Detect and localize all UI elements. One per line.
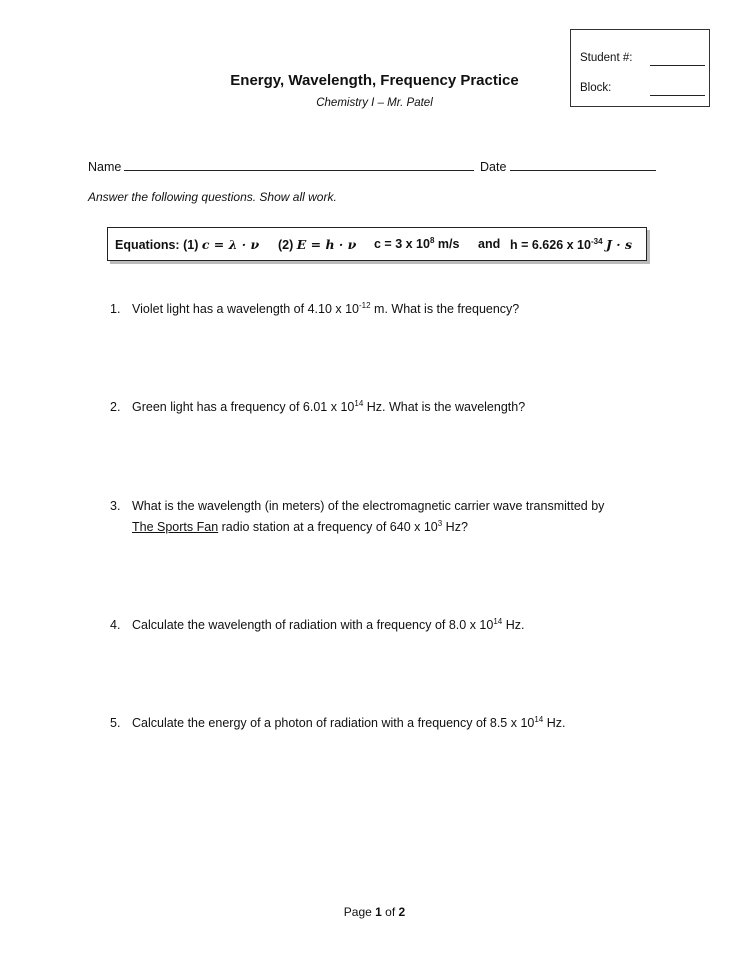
student-number-label: Student #: bbox=[580, 52, 633, 64]
instructions: Answer the following questions. Show all work. bbox=[88, 190, 337, 204]
page-footer bbox=[0, 905, 749, 919]
student-number-blank[interactable] bbox=[650, 52, 705, 66]
page-title bbox=[0, 72, 749, 89]
of-word: of bbox=[385, 905, 396, 919]
name-blank[interactable] bbox=[124, 158, 474, 171]
q1-exponent: -12 bbox=[359, 300, 371, 310]
q4-post: Hz. bbox=[502, 618, 525, 632]
date-blank[interactable] bbox=[510, 158, 656, 171]
q5-post: Hz. bbox=[543, 716, 566, 730]
date-label: Date bbox=[480, 160, 507, 174]
student-number-row bbox=[580, 52, 632, 64]
page-subtitle: Chemistry I – Mr. Patel bbox=[316, 97, 433, 109]
question-number: 1. bbox=[110, 302, 121, 316]
q2-post: Hz. What is the wavelength? bbox=[363, 400, 526, 414]
block-label: Block: bbox=[580, 82, 612, 94]
question-3 bbox=[110, 496, 670, 538]
page-total: 2 bbox=[398, 905, 406, 919]
q4-pre: Calculate the wavelength of radiation with a frequency of 8.0 x 10 bbox=[132, 618, 494, 632]
page-title-text: Energy, Wavelength, Frequency Practice bbox=[230, 72, 519, 89]
student-info-box bbox=[570, 29, 710, 107]
question-text bbox=[132, 397, 670, 418]
name-label: Name bbox=[88, 160, 122, 174]
q4-exponent: 14 bbox=[493, 616, 503, 626]
q3-exponent: 3 bbox=[437, 518, 443, 528]
question-text bbox=[132, 496, 670, 538]
q3-station-name: The Sports Fan bbox=[132, 520, 219, 534]
question-text bbox=[132, 615, 670, 636]
q3-post: Hz? bbox=[442, 520, 468, 534]
q3-line2 bbox=[132, 517, 670, 538]
c-prefix: c = 3 x 10 bbox=[374, 237, 430, 251]
q3-line1: What is the wavelength (in meters) of the electromagnetic carrier wave transmitted by bbox=[132, 499, 605, 513]
date-field bbox=[480, 158, 656, 174]
eq2-number: (2) bbox=[278, 238, 294, 252]
q2-pre: Green light has a frequency of 6.01 x 10 bbox=[132, 400, 355, 414]
c-exponent: 8 bbox=[429, 235, 435, 245]
question-2 bbox=[110, 397, 670, 418]
q5-pre: Calculate the energy of a photon of radiation with a frequency of 8.5 x 10 bbox=[132, 716, 535, 730]
page-word: Page bbox=[343, 905, 372, 919]
h-prefix: h = 6.626 x 10 bbox=[510, 238, 591, 252]
question-5 bbox=[110, 713, 670, 734]
eq1-number: (1) bbox=[183, 238, 199, 252]
name-date-row bbox=[88, 158, 507, 174]
planck-constant bbox=[510, 237, 632, 252]
equation-1: c = λ · ν bbox=[201, 237, 260, 252]
h-exponent: -34 bbox=[590, 236, 603, 246]
equations-box bbox=[107, 227, 647, 261]
q2-exponent: 14 bbox=[354, 398, 364, 408]
question-number: 3. bbox=[110, 499, 121, 513]
q1-pre: Violet light has a wavelength of 4.10 x 10 bbox=[132, 302, 360, 316]
question-text bbox=[132, 713, 670, 734]
speed-of-light-constant bbox=[374, 237, 459, 251]
page-number: 1 bbox=[375, 905, 382, 919]
c-unit: m/s bbox=[437, 237, 460, 251]
question-4 bbox=[110, 615, 670, 636]
question-1 bbox=[110, 299, 670, 320]
equations-label bbox=[115, 237, 259, 252]
equations-label-text: Equations: bbox=[115, 238, 180, 252]
and-word: and bbox=[478, 237, 501, 251]
equation-2-group bbox=[278, 237, 356, 252]
q1-post: m. What is the frequency? bbox=[370, 302, 520, 316]
q3-pre2: radio station at a frequency of 640 x 10 bbox=[218, 520, 438, 534]
question-number: 4. bbox=[110, 618, 121, 632]
q5-exponent: 14 bbox=[534, 714, 544, 724]
h-unit: J · s bbox=[606, 237, 633, 252]
question-number: 2. bbox=[110, 400, 121, 414]
question-number: 5. bbox=[110, 716, 121, 730]
question-text bbox=[132, 299, 670, 320]
equation-2: E = h · ν bbox=[296, 237, 357, 252]
